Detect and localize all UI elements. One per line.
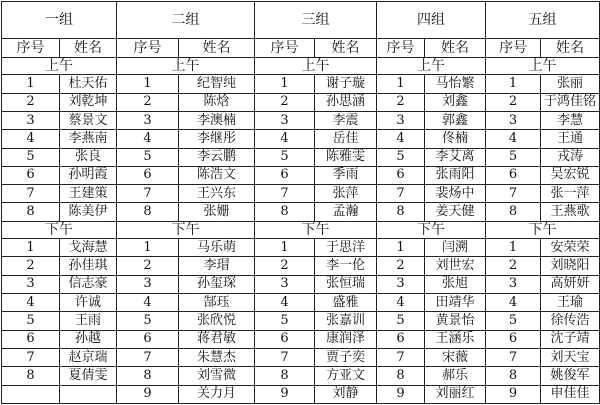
member-index-cell: 8 — [255, 203, 315, 221]
member-index-cell: 7 — [486, 348, 541, 366]
session-label: 上午 — [486, 57, 600, 74]
member-name-cell: 王通 — [541, 130, 600, 148]
column-header-index: 序号 — [486, 38, 541, 57]
member-name-cell: 于思洋 — [315, 239, 377, 257]
member-name-cell: 信志豪 — [60, 275, 117, 293]
member-name-cell: 蔡景文 — [60, 111, 117, 129]
member-name-cell: 刘世宏 — [425, 257, 486, 275]
member-index-cell: 1 — [377, 75, 425, 93]
member-index-cell: 3 — [377, 111, 425, 129]
member-name-cell: 于鸿佳铭 — [541, 93, 600, 111]
member-index-cell: 1 — [2, 239, 60, 257]
member-index-cell: 8 — [377, 367, 425, 385]
member-index-cell: 5 — [486, 312, 541, 330]
table-row — [2, 348, 600, 366]
member-name-cell: 王建策 — [60, 185, 117, 203]
member-index-cell: 2 — [2, 257, 60, 275]
member-index-cell: 4 — [2, 130, 60, 148]
session-row — [2, 57, 600, 74]
member-name-cell: 戎涛 — [541, 148, 600, 166]
member-name-cell: 王瑜 — [541, 293, 600, 311]
member-index-cell: 4 — [117, 293, 179, 311]
member-index-cell: 6 — [377, 330, 425, 348]
member-name-cell: 孙越 — [60, 330, 117, 348]
member-index-cell: 2 — [486, 93, 541, 111]
member-index-cell: 2 — [117, 93, 179, 111]
member-name-cell: 姜天健 — [425, 203, 486, 221]
group-title: 一组 — [2, 2, 117, 39]
member-index-cell: 3 — [255, 275, 315, 293]
member-index-cell: 5 — [255, 312, 315, 330]
member-index-cell: 5 — [117, 312, 179, 330]
member-index-cell: 8 — [2, 367, 60, 385]
member-index-cell: 3 — [2, 111, 60, 129]
member-name-cell: 谢子璇 — [315, 75, 377, 93]
member-name-cell: 王雨 — [60, 312, 117, 330]
member-name-cell: 姚俊军 — [541, 367, 600, 385]
session-label: 上午 — [117, 57, 255, 74]
member-index-cell: 3 — [117, 275, 179, 293]
member-index-cell: 7 — [2, 348, 60, 366]
member-name-cell: 季雨 — [315, 166, 377, 184]
column-header-name: 姓名 — [315, 38, 377, 57]
member-name-cell: 岳佳 — [315, 130, 377, 148]
member-name-cell: 刘静 — [315, 385, 377, 403]
member-index-cell: 6 — [255, 330, 315, 348]
member-index-cell: 1 — [255, 239, 315, 257]
member-name-cell: 裴炀中 — [425, 185, 486, 203]
member-name-cell: 沈子靖 — [541, 330, 600, 348]
member-name-cell: 王涵乐 — [425, 330, 486, 348]
member-index-cell: 1 — [2, 75, 60, 93]
table-row — [2, 367, 600, 385]
member-name-cell: 杜天佑 — [60, 75, 117, 93]
member-index-cell: 5 — [486, 148, 541, 166]
member-index-cell: 1 — [377, 239, 425, 257]
member-index-cell: 2 — [255, 93, 315, 111]
session-row — [2, 221, 600, 238]
member-index-cell: 4 — [486, 130, 541, 148]
member-name-cell: 郜珏 — [179, 293, 255, 311]
member-name-cell — [60, 385, 117, 403]
session-label: 下午 — [2, 221, 117, 238]
member-name-cell: 孙思涵 — [315, 93, 377, 111]
table-row — [2, 312, 600, 330]
member-name-cell: 陈焓 — [179, 93, 255, 111]
member-index-cell: 2 — [117, 257, 179, 275]
group-header-row — [2, 2, 600, 39]
member-name-cell: 马乐萌 — [179, 239, 255, 257]
session-label: 下午 — [486, 221, 600, 238]
member-index-cell: 7 — [255, 348, 315, 366]
member-index-cell: 4 — [377, 293, 425, 311]
member-name-cell: 田靖华 — [425, 293, 486, 311]
member-name-cell: 徐传浩 — [541, 312, 600, 330]
member-name-cell: 张萍 — [315, 185, 377, 203]
member-index-cell: 5 — [255, 148, 315, 166]
table-row — [2, 111, 600, 129]
member-index-cell: 6 — [377, 166, 425, 184]
member-name-cell: 安荣荣 — [541, 239, 600, 257]
member-name-cell: 张欣悦 — [179, 312, 255, 330]
member-index-cell: 4 — [2, 293, 60, 311]
member-name-cell: 孙玺琛 — [179, 275, 255, 293]
member-name-cell: 关力月 — [179, 385, 255, 403]
member-name-cell: 盛雅 — [315, 293, 377, 311]
column-header-index: 序号 — [377, 38, 425, 57]
member-index-cell: 9 — [117, 385, 179, 403]
table-row — [2, 166, 600, 184]
member-name-cell: 佟楠 — [425, 130, 486, 148]
member-name-cell: 陈浩文 — [179, 166, 255, 184]
member-index-cell: 8 — [117, 367, 179, 385]
member-index-cell: 4 — [255, 293, 315, 311]
member-index-cell: 1 — [255, 75, 315, 93]
member-index-cell: 8 — [377, 203, 425, 221]
table-row — [2, 130, 600, 148]
member-index-cell: 2 — [2, 93, 60, 111]
column-header-index: 序号 — [117, 38, 179, 57]
member-index-cell: 6 — [486, 166, 541, 184]
member-name-cell: 王兴东 — [179, 185, 255, 203]
member-name-cell: 李云鹏 — [179, 148, 255, 166]
group-title: 二组 — [117, 2, 255, 39]
table-row — [2, 293, 600, 311]
member-name-cell: 刘天宝 — [541, 348, 600, 366]
member-index-cell: 5 — [377, 148, 425, 166]
group-roster-table — [1, 1, 600, 404]
member-name-cell: 马怡繁 — [425, 75, 486, 93]
member-index-cell: 7 — [255, 185, 315, 203]
member-index-cell: 9 — [255, 385, 315, 403]
member-index-cell: 4 — [255, 130, 315, 148]
member-name-cell: 李慧 — [541, 111, 600, 129]
member-index-cell: 5 — [377, 312, 425, 330]
session-label: 下午 — [377, 221, 486, 238]
member-index-cell — [2, 385, 60, 403]
member-index-cell: 3 — [255, 111, 315, 129]
member-index-cell: 8 — [117, 203, 179, 221]
member-index-cell: 8 — [486, 367, 541, 385]
member-name-cell: 宋薇 — [425, 348, 486, 366]
session-label: 上午 — [2, 57, 117, 74]
member-name-cell: 李艾离 — [425, 148, 486, 166]
member-name-cell: 张丽 — [541, 75, 600, 93]
table-row — [2, 257, 600, 275]
member-index-cell: 3 — [486, 275, 541, 293]
member-name-cell: 蒋君敏 — [179, 330, 255, 348]
member-name-cell: 张雨阳 — [425, 166, 486, 184]
member-name-cell: 戈海慧 — [60, 239, 117, 257]
member-index-cell: 6 — [2, 330, 60, 348]
table-row — [2, 385, 600, 403]
column-header-index: 序号 — [2, 38, 60, 57]
group-title: 五组 — [486, 2, 600, 39]
member-index-cell: 7 — [117, 348, 179, 366]
table-row — [2, 75, 600, 93]
member-name-cell: 郝乐 — [425, 367, 486, 385]
column-header-name: 姓名 — [425, 38, 486, 57]
table-row — [2, 330, 600, 348]
member-index-cell: 2 — [377, 257, 425, 275]
member-name-cell: 赵京瑞 — [60, 348, 117, 366]
member-name-cell: 刘雪微 — [179, 367, 255, 385]
member-index-cell: 5 — [117, 148, 179, 166]
column-header-name: 姓名 — [179, 38, 255, 57]
member-name-cell: 张旭 — [425, 275, 486, 293]
member-index-cell: 6 — [117, 166, 179, 184]
table-row — [2, 148, 600, 166]
member-index-cell: 6 — [117, 330, 179, 348]
member-name-cell: 张姗 — [179, 203, 255, 221]
member-index-cell: 3 — [486, 111, 541, 129]
member-index-cell: 2 — [486, 257, 541, 275]
member-name-cell: 黄景怡 — [425, 312, 486, 330]
member-index-cell: 1 — [117, 75, 179, 93]
member-name-cell: 李继彤 — [179, 130, 255, 148]
member-name-cell: 李一伦 — [315, 257, 377, 275]
member-index-cell: 7 — [486, 185, 541, 203]
member-index-cell: 4 — [117, 130, 179, 148]
member-name-cell: 刘丽红 — [425, 385, 486, 403]
member-name-cell: 许诚 — [60, 293, 117, 311]
member-name-cell: 刘乾坤 — [60, 93, 117, 111]
member-index-cell: 8 — [255, 367, 315, 385]
member-index-cell: 4 — [377, 130, 425, 148]
member-index-cell: 4 — [486, 293, 541, 311]
member-index-cell: 9 — [377, 385, 425, 403]
member-index-cell: 6 — [2, 166, 60, 184]
member-name-cell: 夏倩雯 — [60, 367, 117, 385]
member-name-cell: 王燕歌 — [541, 203, 600, 221]
session-label: 下午 — [117, 221, 255, 238]
table-row — [2, 203, 600, 221]
table-row — [2, 93, 600, 111]
member-index-cell: 7 — [117, 185, 179, 203]
member-name-cell: 申佳佳 — [541, 385, 600, 403]
member-index-cell: 8 — [2, 203, 60, 221]
member-name-cell: 陈雅雯 — [315, 148, 377, 166]
table-row — [2, 185, 600, 203]
member-index-cell: 6 — [255, 166, 315, 184]
member-name-cell: 张良 — [60, 148, 117, 166]
member-index-cell: 7 — [377, 185, 425, 203]
member-name-cell: 刘晓阳 — [541, 257, 600, 275]
member-index-cell: 2 — [377, 93, 425, 111]
member-name-cell: 纪智纯 — [179, 75, 255, 93]
member-index-cell: 1 — [486, 239, 541, 257]
column-header-index: 序号 — [255, 38, 315, 57]
session-label: 下午 — [255, 221, 377, 238]
member-index-cell: 3 — [377, 275, 425, 293]
member-index-cell: 9 — [486, 385, 541, 403]
member-index-cell: 3 — [2, 275, 60, 293]
table-row — [2, 239, 600, 257]
member-index-cell: 7 — [2, 185, 60, 203]
group-title: 四组 — [377, 2, 486, 39]
member-index-cell: 1 — [486, 75, 541, 93]
member-name-cell: 李燕南 — [60, 130, 117, 148]
member-index-cell: 2 — [255, 257, 315, 275]
member-index-cell: 3 — [117, 111, 179, 129]
column-header-name: 姓名 — [60, 38, 117, 57]
member-index-cell: 5 — [2, 148, 60, 166]
member-name-cell: 高妍妍 — [541, 275, 600, 293]
table-row — [2, 275, 600, 293]
member-name-cell: 刘鑫 — [425, 93, 486, 111]
member-name-cell: 李震 — [315, 111, 377, 129]
member-name-cell: 吴宏锐 — [541, 166, 600, 184]
member-name-cell: 陈美伊 — [60, 203, 117, 221]
member-index-cell: 7 — [377, 348, 425, 366]
member-name-cell: 张一萍 — [541, 185, 600, 203]
column-header-name: 姓名 — [541, 38, 600, 57]
group-title: 三组 — [255, 2, 377, 39]
member-name-cell: 李瑁 — [179, 257, 255, 275]
member-name-cell: 孙佳琪 — [60, 257, 117, 275]
member-index-cell: 6 — [486, 330, 541, 348]
session-label: 上午 — [255, 57, 377, 74]
member-index-cell: 8 — [486, 203, 541, 221]
session-label: 上午 — [377, 57, 486, 74]
member-name-cell: 张嘉训 — [315, 312, 377, 330]
member-name-cell: 康润泽 — [315, 330, 377, 348]
member-name-cell: 朱慧杰 — [179, 348, 255, 366]
member-name-cell: 闫溯 — [425, 239, 486, 257]
member-name-cell: 方亚文 — [315, 367, 377, 385]
member-name-cell: 张恒瑞 — [315, 275, 377, 293]
member-index-cell: 5 — [2, 312, 60, 330]
member-name-cell: 孟瀚 — [315, 203, 377, 221]
member-name-cell: 孙明霞 — [60, 166, 117, 184]
member-name-cell: 贾子奕 — [315, 348, 377, 366]
column-header-row — [2, 38, 600, 57]
member-index-cell: 1 — [117, 239, 179, 257]
member-name-cell: 李澳楠 — [179, 111, 255, 129]
member-name-cell: 郭鑫 — [425, 111, 486, 129]
